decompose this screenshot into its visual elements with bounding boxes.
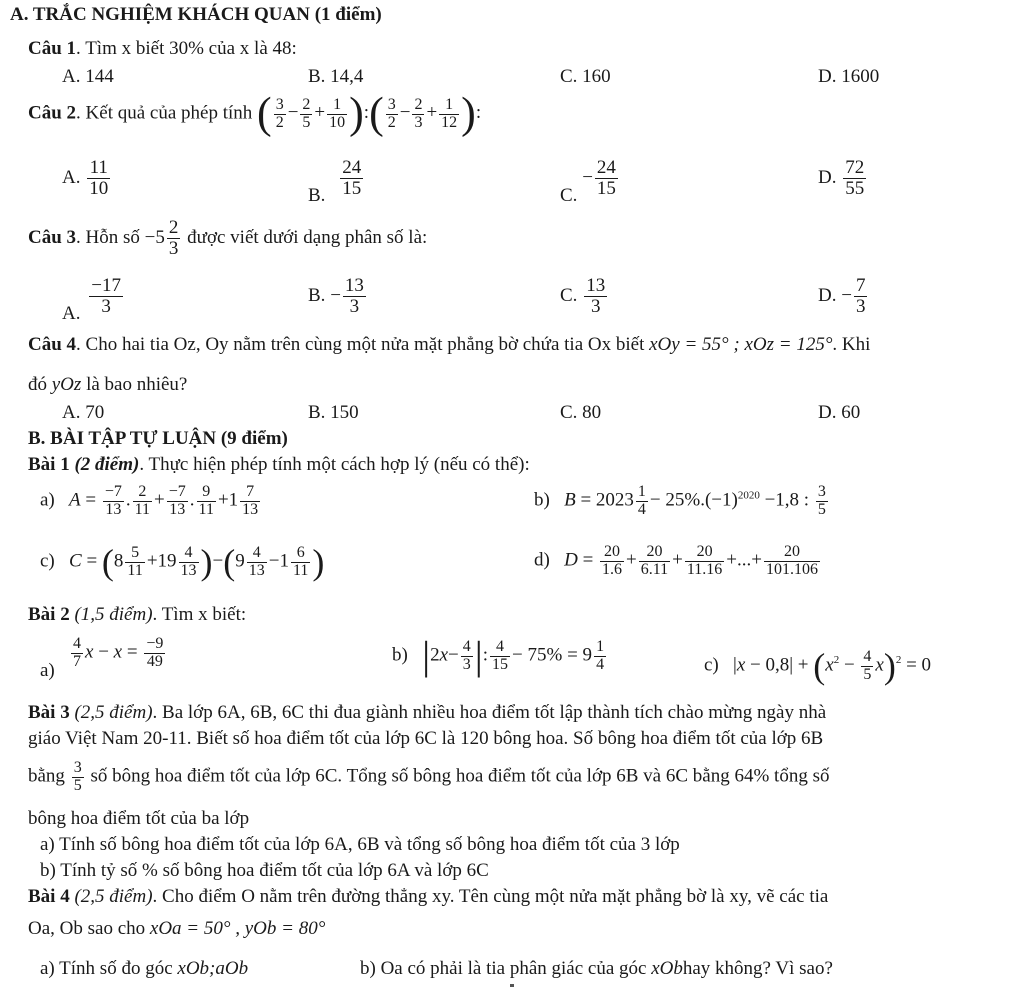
exercise-1b: b) B = 2023 $\frac{1}{4}$ − $25\%.(-1)^{2020} -1,8$ : $\frac{3}{5}$ — [534, 483, 826, 518]
q1-option-c: C. 160 — [560, 66, 611, 87]
exercise-4-points: (2,5 điểm) — [74, 886, 153, 907]
question-2-label: Câu 2 — [28, 102, 77, 124]
q3-option-c: C. $\frac{13}{3}$ — [560, 275, 606, 317]
question-1-label: Câu 1 — [28, 38, 77, 59]
exercise-2-label: Bài 2 — [28, 604, 70, 625]
exercise-3-line-3: bằng $\frac{3}{5}$ số bông hoa điểm tốt của lớp 6C. Tổng số bông hoa điểm tốt của lớp 6B và 6C bằng 64% tổng số — [28, 759, 830, 794]
question-4-condition: xOy = 55° ; xOz = 125° — [649, 334, 833, 355]
q1-option-a: A. 144 — [62, 66, 114, 87]
q3-option-a: A. $\frac{-17}{3}$ — [62, 275, 121, 324]
exercise-2 — [28, 604, 246, 627]
question-4-text-end: . Khi — [832, 334, 871, 355]
q1-option-d: D. 1600 — [818, 66, 880, 87]
q2-option-b: B. $\frac{24}{15}$ — [308, 157, 362, 206]
question-3-text: . Hỗn số — [76, 226, 140, 248]
exercise-2-points: (1,5 điểm) — [74, 604, 153, 625]
question-4 — [28, 334, 870, 357]
exercise-4a: a) Tính số đo góc xOb;aOb — [40, 958, 249, 979]
q2-option-c: C. − $\frac{24}{15}$ — [560, 157, 616, 206]
question-4-text: . Cho hai tia Oz, Oy nằm trên cùng một nửa mặt phẳng bờ chứa tia Ox biết — [76, 334, 645, 355]
question-3-label: Câu 3 — [28, 226, 77, 248]
exercise-1d: d) D = $\frac{20}{1.6}$ + $\frac{20}{6.11}$ + $\frac{20}{11.16}$ +...+ $\frac{20}{101.106}$ — [534, 543, 818, 578]
exercise-1c: c) C = (8 $\frac{5}{11}$ +19 $\frac{4}{13}$ )−(9 $\frac{4}{13}$ −1 $\frac{6}{11}$ ) — [40, 542, 325, 582]
exercise-1 — [28, 454, 530, 477]
exercise-2-text: . Tìm x biết: — [152, 604, 247, 625]
question-4-line-2: đó yOz là bao nhiêu? — [28, 374, 188, 395]
exercise-3 — [28, 702, 826, 725]
q4-option-c: C. 80 — [560, 402, 602, 423]
exercise-3a: a) Tính số bông hoa điểm tốt của lớp 6A, 6B và tổng số bông hoa điểm tốt của 3 lớp — [40, 834, 680, 855]
question-2-text: . Kết quả của phép tính — [76, 102, 253, 124]
question-1 — [28, 38, 297, 61]
exercise-3-points: (2,5 điểm) — [74, 702, 153, 723]
question-3-mixed-number: −5 $\frac{2}{3}$ — [144, 217, 179, 259]
question-2 — [28, 89, 482, 138]
exercise-4-angles: xOa = 50° , yOb = 80° — [149, 918, 326, 939]
exercise-1-text: . Thực hiện phép tính một cách hợp lý (nếu có thể): — [139, 454, 530, 475]
question-3-text-after: được viết dưới dạng phân số là: — [187, 226, 428, 248]
exercise-1a: a) A = $\frac{-7}{13}$ . $\frac{2}{11}$ + $\frac{-7}{13}$ . $\frac{9}{11}$ +1 $\frac{7}{13}$ — [40, 483, 259, 518]
exercise-4b: b) Oa có phải là tia phân giác của góc xObhay không? Vì sao? — [360, 958, 833, 979]
exercise-3-label: Bài 3 — [28, 702, 70, 723]
exercise-1-points: (2 điểm) — [74, 454, 140, 475]
exercise-2b: b) |2x− $\frac{4}{3}$ |: $\frac{4}{15}$ − 75% = 9 $\frac{1}{4}$ — [392, 633, 605, 678]
exercise-2c: c) $|x - 0,8| + (x^2$ − $\frac{4}{5}$ x)$^2$ = 0 — [704, 646, 932, 686]
q2-option-a: A. $\frac{11}{10}$ — [62, 157, 109, 199]
q1-option-b: B. 14,4 — [308, 66, 364, 87]
q3-option-b: B. − $\frac{13}{3}$ — [308, 275, 364, 317]
exercise-2a: a) $\frac{4}{7}$ x − x = $\frac{-9}{49}$ — [40, 635, 164, 681]
page-mark — [510, 984, 514, 987]
exercise-3-text-1: . Ba lớp 6A, 6B, 6C thi đua giành nhiều hoa điểm tốt lập thành tích chào mừng ngày nhà — [152, 702, 827, 723]
exercise-4-line-2: Oa, Ob sao cho xOa = 50° , yOb = 80° — [28, 918, 326, 939]
q2-option-d: D. $\frac{72}{55}$ — [818, 157, 865, 199]
part-a-title: A. TRẮC NGHIỆM KHÁCH QUAN (1 điểm) — [10, 4, 382, 25]
exercise-3-text-2: giáo Việt Nam 20-11. Biết số hoa điểm tốt của lớp 6C là 120 bông hoa. Số bông hoa điểm tốt của lớp 6B — [28, 728, 824, 749]
exercise-4 — [28, 886, 828, 909]
exercise-1-label: Bài 1 — [28, 454, 70, 475]
exercise-4-text-1: . Cho điểm O nằm trên đường thẳng xy. Tên cùng một nửa mặt phẳng bờ là xy, vẽ các tia — [152, 886, 829, 907]
q4-option-a: A. 70 — [62, 402, 105, 423]
question-2-expression: ( $\frac{3}{2}$ − $\frac{2}{5}$ + $\frac{1}{10}$ ):( $\frac{3}{2}$ − $\frac{2}{3}$ + $\frac{1}{12}$ ): — [257, 89, 482, 138]
q3-option-d: D. − $\frac{7}{3}$ — [818, 275, 866, 317]
question-4-angle: yOz — [51, 374, 82, 395]
q4-option-d: D. 60 — [818, 402, 861, 423]
question-3 — [28, 218, 427, 259]
exercise-3b: b) Tính tỷ số % số bông hoa điểm tốt của lớp 6A và lớp 6C — [40, 860, 489, 881]
part-b-title: B. BÀI TẬP TỰ LUẬN (9 điểm) — [28, 428, 288, 449]
exercise-3-text-4: bông hoa điểm tốt của ba lớp — [28, 808, 250, 829]
q4-option-b: B. 150 — [308, 402, 359, 423]
exercise-4-label: Bài 4 — [28, 886, 70, 907]
question-4-label: Câu 4 — [28, 334, 77, 355]
question-1-text: . Tìm x biết 30% của x là 48: — [76, 38, 297, 59]
